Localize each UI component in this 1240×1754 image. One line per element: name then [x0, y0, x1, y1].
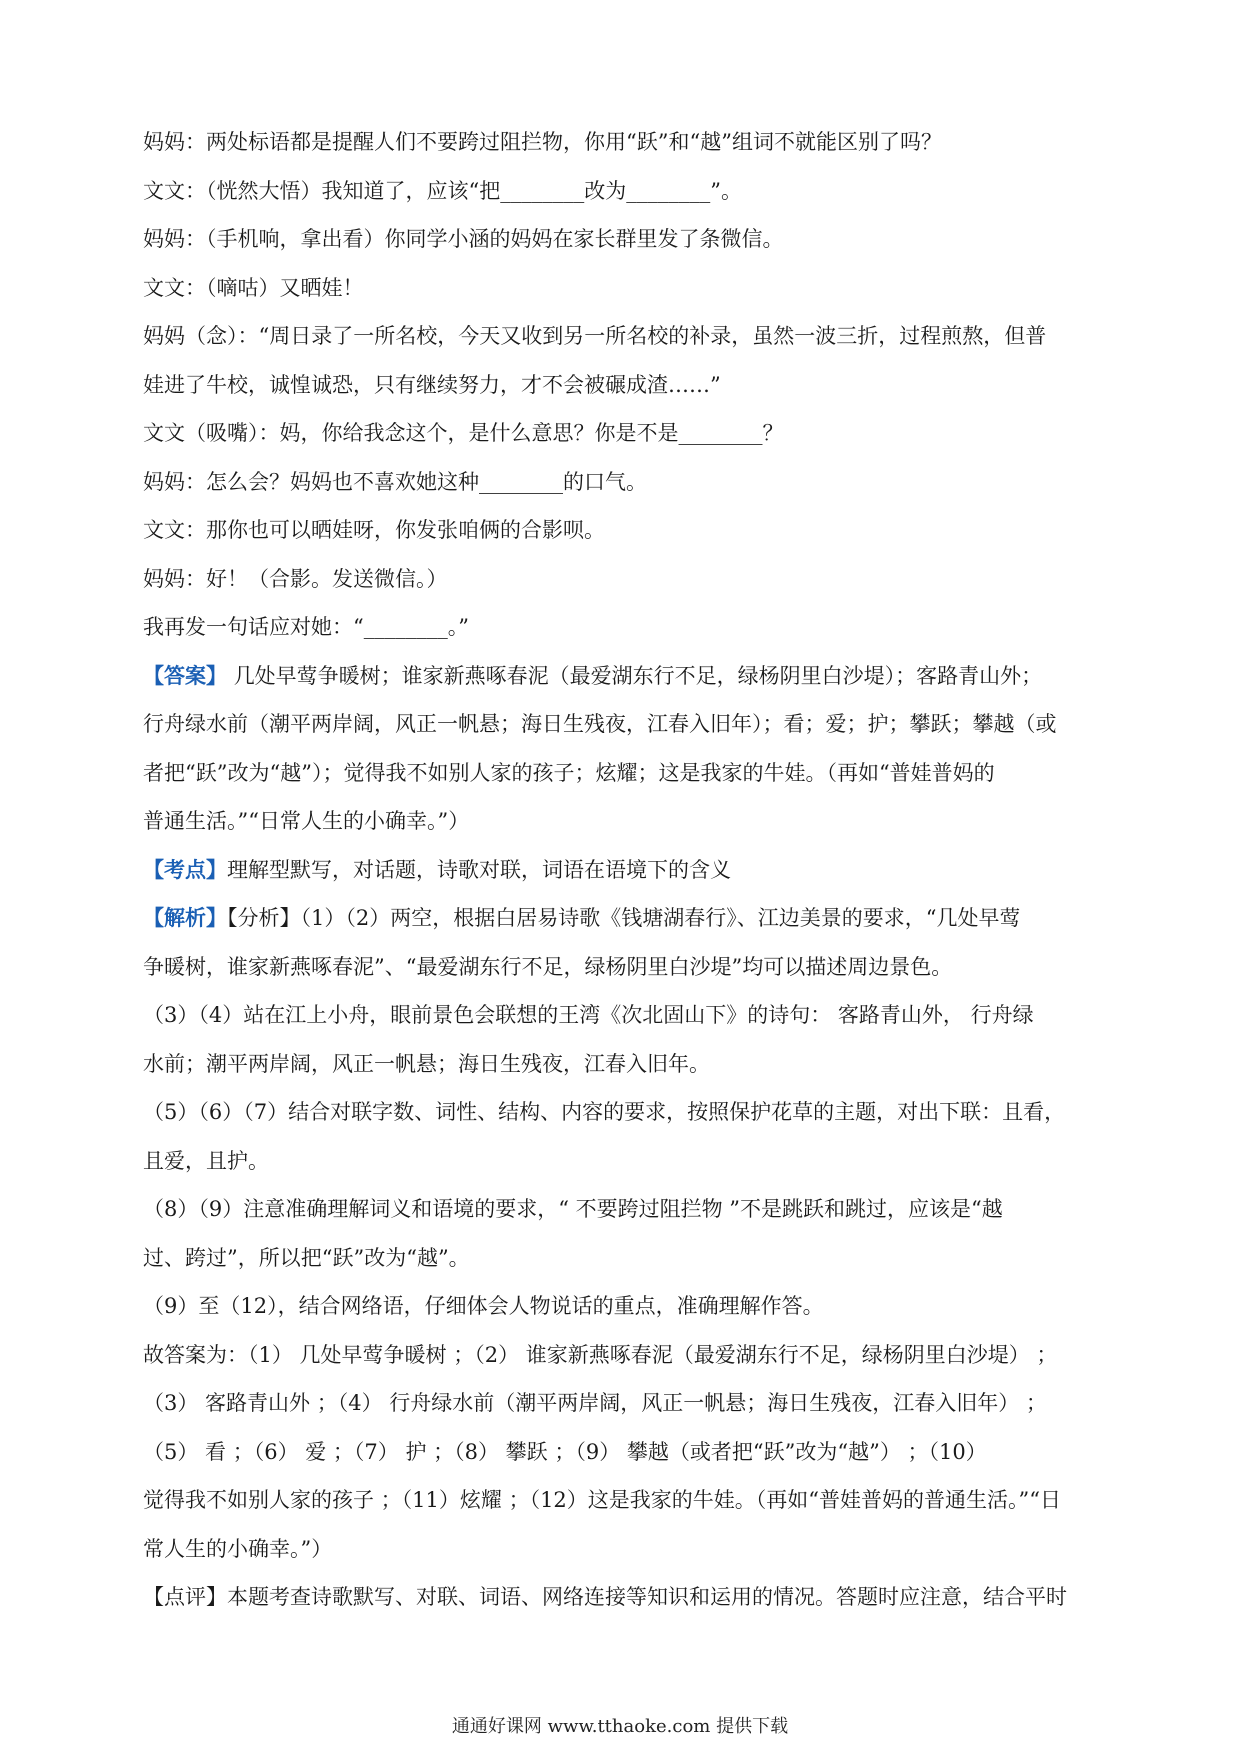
analysis-line	[143, 894, 1099, 943]
analysis-line: 过、跨过”，所以把“跃”改为“越”。	[143, 1245, 470, 1270]
answer-line	[143, 652, 1099, 701]
analysis-line: （3）（4）站在江上小舟，眼前景色会联想的王湾《次北固山下》的诗句： 客路青山外， 行舟绿	[143, 1003, 1034, 1027]
analysis-line: （5）（6）（7）结合对联字数、词性、结构、内容的要求，按照保护花草的主题，对出下联：且看，	[143, 1100, 1066, 1124]
answer-line: 者把“跃”改为“越”）；觉得我不如别人家的孩子；炫耀；这是我家的牛娃。（再如“普娃普妈的	[143, 760, 995, 785]
analysis-line: 争暖树，谁家新燕啄春泥”、“最爱湖东行不足，绿杨阴里白沙堤”均可以描述周边景色。	[143, 954, 953, 979]
comment-text: 本题考查诗歌默写、对联、词语、网络连接等知识和运用的情况。答题时应注意，结合平时	[227, 1585, 1067, 1609]
dialogue-line: 妈妈：怎么会？妈妈也不喜欢她这种________的口气。	[143, 469, 647, 494]
analysis-line: （9）至（12），结合网络语，仔细体会人物说话的重点，准确理解作答。	[143, 1294, 824, 1318]
dialogue-line: 文文（吸嘴）：妈，你给我念这个，是什么意思？你是不是________？	[143, 421, 784, 445]
dialogue-line: 娃进了牛校，诚惶诚恐，只有继续努力，才不会被碾成渣……”	[143, 372, 721, 397]
page-content	[143, 118, 1099, 1622]
answer-text: 几处早莺争暖树；谁家新燕啄春泥（最爱湖东行不足，绿杨阴里白沙堤）；客路青山外；	[233, 663, 1043, 688]
dialogue-line: 妈妈：好！（合影。发送微信。）	[143, 566, 448, 591]
answer-tag: 【答案】	[143, 662, 227, 688]
points-line	[143, 846, 1099, 895]
dialogue-line: 文文：那你也可以晒娃呀，你发张咱俩的合影呗。	[143, 518, 605, 542]
points-tag: 【考点】	[143, 856, 227, 882]
dialogue-line: 妈妈：两处标语都是提醒人们不要跨过阻拦物，你用“跃”和“越”组词不就能区别了吗？	[143, 130, 942, 154]
analysis-line: 故答案为：（1） 几处早莺争暖树 ；（2） 谁家新燕啄春泥（最爱湖东行不足，绿杨阴里白沙堤） ；	[143, 1342, 1058, 1367]
dialogue-line: 妈妈（念）：“周日录了一所名校，今天又收到另一所名校的补录，虽然一波三折，过程煎熬，但普	[143, 324, 1047, 348]
analysis-line: （5） 看 ；（6） 爱 ；（7） 护 ；（8） 攀跃 ；（9） 攀越（或者把“跃”改为“越”） ；（10）	[143, 1439, 987, 1464]
analysis-line: （3） 客路青山外 ；（4） 行舟绿水前（潮平两岸阔，风正一帆悬；海日生残夜，江春入旧年） ；	[143, 1391, 1047, 1415]
analysis-line: 水前；潮平两岸阔，风正一帆悬；海日生残夜，江春入旧年。	[143, 1051, 710, 1076]
dialogue-line: 文文：（嘀咕）又晒娃！	[143, 275, 364, 300]
analysis-line: 觉得我不如别人家的孩子 ；（11）炫耀 ；（12）这是我家的牛娃。（再如“普娃普妈的普通生活。”“日	[143, 1488, 1061, 1512]
analysis-tag: 【解析】	[143, 905, 227, 930]
analysis-line: 且爱，且护。	[143, 1148, 269, 1173]
answer-line: 普通生活。”“日常人生的小确幸。”）	[143, 809, 470, 833]
comment-line	[143, 1573, 1099, 1622]
dialogue-line: 文文：（恍然大悟）我知道了，应该“把________改为________”。	[143, 178, 742, 203]
points-text: 理解型默写，对话题，诗歌对联，词语在语境下的含义	[227, 857, 731, 882]
page-footer: 通通好课网 www.tthaoke.com 提供下载	[451, 1716, 789, 1737]
dialogue-line: 我再发一句话应对她：“________。”	[143, 615, 469, 639]
analysis-line: （8）（9）注意准确理解词义和语境的要求，“ 不要跨过阻拦物 ”不是跳跃和跳过，应该是“越	[143, 1197, 1003, 1221]
dialogue-line: 妈妈：（手机响，拿出看）你同学小涵的妈妈在家长群里发了条微信。	[143, 227, 784, 251]
answer-line: 行舟绿水前（潮平两岸阔，风正一帆悬；海日生残夜，江春入旧年）；看；爱；护；攀跃；攀越（或	[143, 712, 1057, 736]
analysis-text: 【分析】（1）（2）两空，根据白居易诗歌《钱塘湖春行》、江边美景的要求，“几处早莺	[227, 906, 1021, 930]
analysis-line: 常人生的小确幸。”）	[143, 1536, 333, 1561]
comment-tag: 【点评】	[143, 1585, 227, 1609]
